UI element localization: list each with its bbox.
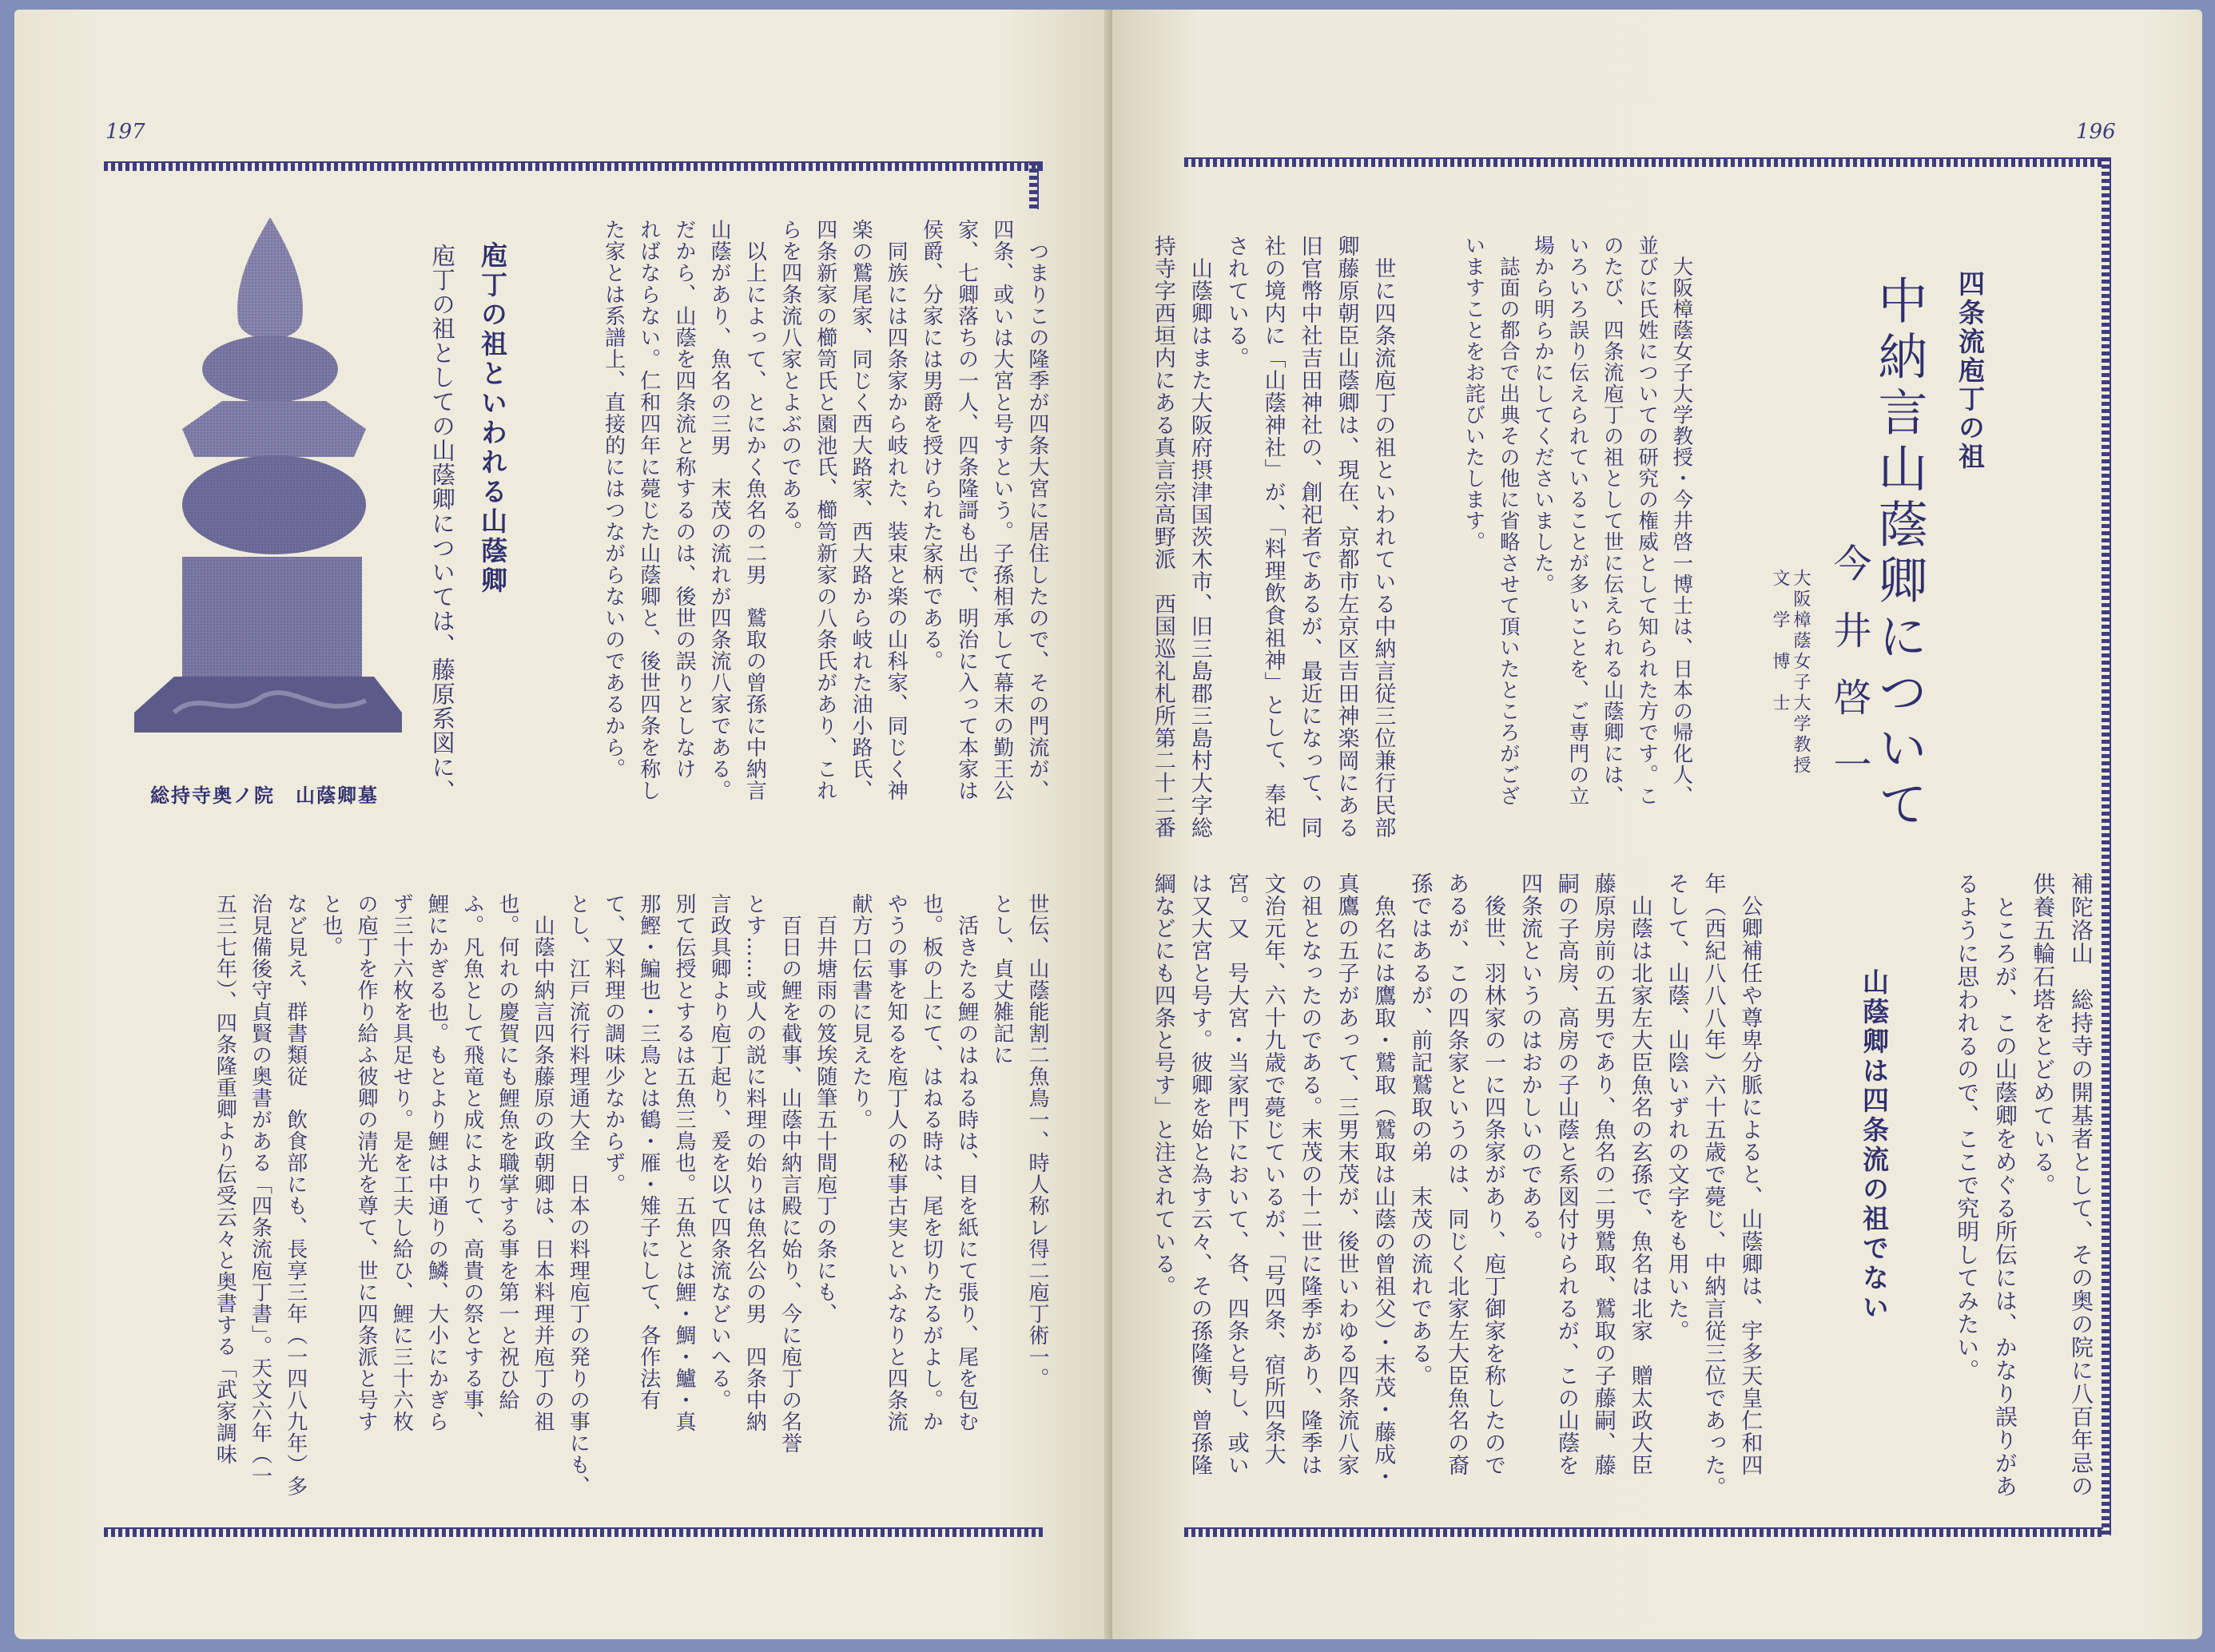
bottom-border (104, 1527, 1043, 1537)
text-line: 持寺字西垣内にある真言宗高野派 西国巡礼札所第二十二番 (1150, 235, 1175, 839)
text-line: いろいろ誤り伝えられていることが多いことを、ご専門の立 (1565, 235, 1590, 807)
text-line: 社の境内に「山蔭神社」が、「料理飲食祖神」として、奉祀 (1260, 235, 1286, 828)
text-line: 卿藤原朝臣山蔭卿は、現在、京都市左京区吉田神楽岡にある (1334, 235, 1359, 839)
top-border (104, 161, 1043, 171)
text-line: 五三七年）、四条隆重卿より伝受云々と奥書する「武家調味 (213, 893, 237, 1465)
text-line: 旧官幣中社吉田神社の、創祀者であるが、最近になって、同 (1297, 235, 1322, 839)
text-line: 嗣の子高房、高房の子山蔭と系図付けられるが、この山蔭を (1553, 872, 1579, 1476)
text-line: 楽の鷲尾家、同じく西大路家、西大路から岐れた油小路氏、 (848, 219, 873, 801)
text-line: つまりこの隆季が四条大宮に居住したので、その門流が、 (1025, 219, 1049, 801)
text-line: 大阪樟蔭女子大学教授・今井啓一博士は、日本の帰化人、 (1669, 235, 1694, 807)
text-line: 世伝、山蔭能割二魚鳥一、時人称レ得二庖丁術一。 (1025, 893, 1049, 1389)
text-line: 宮。又 号大宮・当家門下において、各、四条と号し、或い (1223, 872, 1249, 1476)
text-line: 供養五輪石塔をとどめている。 (2030, 872, 2057, 1197)
section-heading: 山蔭卿は四条流の祖でない (1859, 968, 1890, 1323)
text-line: 侯爵、分家には男爵を授けられた家柄である。 (919, 219, 944, 672)
text-line: など見え、群書類従 飲食部にも、長享三年（一四八九年）多 (283, 893, 308, 1497)
right-border (2102, 157, 2111, 1535)
text-line: されている。 (1223, 235, 1249, 369)
text-line: 山蔭は北家左大臣魚名の玄孫で、魚名は北家 贈太政大臣 (1627, 872, 1652, 1476)
text-line: 百井塘雨の笈埃随筆五十間庖丁の条にも、 (813, 893, 837, 1324)
text-line: そして、山蔭、山陰いずれの文字をも用いた。 (1664, 872, 1689, 1342)
text-line: 山蔭中納言四条藤原の政朝卿は、日本料理并庖丁の祖 (531, 893, 555, 1432)
section-intro (422, 219, 462, 810)
text-line: 魚名には鷹取・鷲取（鷲取は山蔭の曾祖父）・末茂・藤成・ (1370, 872, 1396, 1488)
author-degree: 文 学 博 士 (1770, 569, 1790, 714)
text-line: とし、江戸流行料理通大全 日本の料理庖丁の発りの事にも、 (566, 893, 591, 1497)
text-line: とし、貞丈雑記に (989, 893, 1014, 1066)
bottom-border (1184, 1527, 2103, 1537)
text-line: ればならない。仁和四年に薨じた山蔭卿と、後世四条を称し (636, 219, 661, 801)
left-bottom-text (207, 893, 1055, 1500)
text-line: 藤原房前の五男であり、魚名の二男鷲取、鷲取の子藤嗣、藤 (1590, 872, 1616, 1476)
body-bottom-text (1144, 872, 1768, 1503)
page-number: 196 (2076, 120, 2116, 144)
text-line: 献方口伝書に見えたり。 (848, 893, 873, 1130)
text-line: 四条新家の櫛笥氏と園池氏、櫛笥新家の八条氏があり、これ (813, 219, 837, 801)
text-line: あるが、この四条家というのは、同じく北家左大臣魚名の裔 (1444, 872, 1469, 1476)
text-line: らを四条流八家とよぶのである。 (777, 219, 802, 542)
left-page (14, 10, 1111, 1639)
article-title: 中納言山蔭卿について (1870, 275, 1928, 834)
text-line: 治見備後守貞賢の奥書がある「四条流庖丁書」。天文六年（一 (248, 893, 272, 1487)
text-line: いますことをお詫びいたします。 (1461, 235, 1486, 553)
left-top-text (595, 219, 1055, 810)
top-border (1184, 157, 2103, 167)
text-line: の庖丁を作り給ふ彼卿の清光を尊て、世に四条派と号す (354, 893, 379, 1432)
photo-caption: 総持寺奥ノ院 山蔭卿墓 (150, 784, 379, 807)
body-bottom-intro (1948, 872, 2100, 1503)
text-line: 以上によって、とにかく魚名の二男 鷲取の曾孫に中納言 (742, 219, 767, 801)
text-line: 後世、羽林家の一に四条家があり、庖丁御家を称したので (1481, 872, 1506, 1476)
text-line: 家、七卿落ちの一人、四条隆謌も出で、明治に入って本家は (954, 219, 979, 801)
section-intro-line: 庖丁の祖としての山蔭卿については、藤原系図に、 (428, 219, 456, 804)
corner-border (1029, 161, 1039, 209)
text-line: だから、山蔭を四条流と称するのは、後世の誤りとしなけ (671, 219, 696, 780)
text-line: 並びに氏姓についての研究の権威として知られた方です。こ (1635, 235, 1660, 807)
text-line: と也。 (318, 893, 343, 958)
text-line: 補陀洛山 総持寺の開基者として、その奥の院に八百年忌の (2068, 872, 2094, 1498)
text-line: 也。何れの慶賀にも鯉魚を職掌する事を第一と祝ひ給 (495, 893, 519, 1411)
text-line: ところが、この山蔭卿をめぐる所伝には、かなり誤りがあ (1991, 872, 2018, 1498)
text-line: 活きたる鯉のはねる時は、目を紙にて張り、尾を包む (954, 893, 979, 1432)
text-line: 四条流というのはおかしいのである。 (1517, 872, 1542, 1253)
text-line: 誌面の都合で出典その他に省略させて頂いたところがござ (1496, 235, 1521, 807)
gorinto-stupa-image (126, 201, 414, 760)
intro-text (1456, 235, 1698, 810)
text-line: 世に四条流庖丁の祖といわれている中納言従三位兼行民部 (1370, 235, 1396, 839)
body-top-text (1144, 235, 1401, 842)
text-line: とす……或人の説に料理の始りは魚名公の男 四条中納 (742, 893, 767, 1432)
text-line: 孫ではあるが、前記鷲取の弟 末茂の流れである。 (1407, 872, 1433, 1387)
author-name: 今井啓一 (1827, 543, 1871, 812)
text-line: 那鰹・鯿也・三鳥とは鶴・雁・雉子にして、各作法有 (636, 893, 661, 1411)
author-affiliation: 大阪樟蔭女子大学教授 (1791, 569, 1811, 776)
stupa-photo (126, 201, 414, 760)
text-line: 也。板の上にて、はねる時は、尾を切りたるがよし。か (919, 893, 944, 1432)
text-line: 鯉にかぎる也。もとより鯉は中通りの鱗、大小にかぎら (424, 893, 449, 1432)
text-line: ふ。凡魚として飛竜と成によりて、高貴の祭とする事、 (459, 893, 484, 1432)
text-line: 百日の鯉を截事、山蔭中納言殿に始り、今に庖丁の名誉 (777, 893, 802, 1454)
text-line: 場から明らかにしてくださいました。 (1531, 235, 1556, 595)
text-line: 同族には四条家から岐れた、装束と楽の山科家、同じく神 (884, 219, 909, 801)
text-line: 言政具卿より庖丁起り、爰を以て四条流などいへる。 (707, 893, 732, 1411)
text-line: て、又料理の調味少なからず。 (601, 893, 626, 1195)
text-line: は又大宮と号す。彼卿を始と為す云々、その孫隆衡、曾孫隆 (1187, 872, 1212, 1476)
section-heading: 庖丁の祖といわれる山蔭卿 (477, 241, 508, 596)
text-line: るように思われるので、ここで究明してみたい。 (1954, 872, 1981, 1382)
text-line: 文治元年、六十九歳で薨じているが、「号四条、宿所四条大 (1260, 872, 1286, 1466)
text-line: 年（西紀八八八年）六十五歳で薨じ、中納言従三位であった。 (1700, 872, 1726, 1499)
series-heading: 四条流庖丁の祖 (1955, 270, 1986, 471)
text-line: のたび、四条流庖丁の祖として世に伝えられる山蔭卿には、 (1600, 235, 1624, 807)
text-line: の祖となったのである。末茂の十二世に隆季があり、隆季は (1297, 872, 1322, 1476)
text-line: やうの事を知るを庖丁人の秘事古実といふなりと四条流 (884, 893, 909, 1432)
text-line: 四条、或いは大宮と号すという。子孫相承して幕末の勤王公 (989, 219, 1014, 801)
text-line: 綱などにも四条と号す」と注されている。 (1150, 872, 1175, 1297)
right-page (1112, 10, 2202, 1639)
text-line: 真鷹の五子があって、三男末茂が、後世いわゆる四条流八家 (1334, 872, 1359, 1476)
text-line: 公卿補任や尊卑分脈によると、山蔭卿は、宇多天皇仁和四 (1737, 872, 1763, 1476)
text-line: ず三十六枚を具足せり。是を工夫し給ひ、鯉に三十六枚 (389, 893, 414, 1432)
text-line: 山蔭があり、魚名の三男 末茂の流れが四条流八家である。 (707, 219, 732, 801)
text-line: た家とは系譜上、直接的にはつながらないのであるから。 (601, 219, 626, 780)
text-line: 山蔭卿はまた大阪府摂津国茨木市、旧三島郡三島村大字総 (1187, 235, 1212, 839)
page-number: 197 (105, 120, 145, 144)
text-line: 別て伝授とするは五魚三鳥也。五魚とは鯉・鯛・鱸・真 (671, 893, 696, 1432)
